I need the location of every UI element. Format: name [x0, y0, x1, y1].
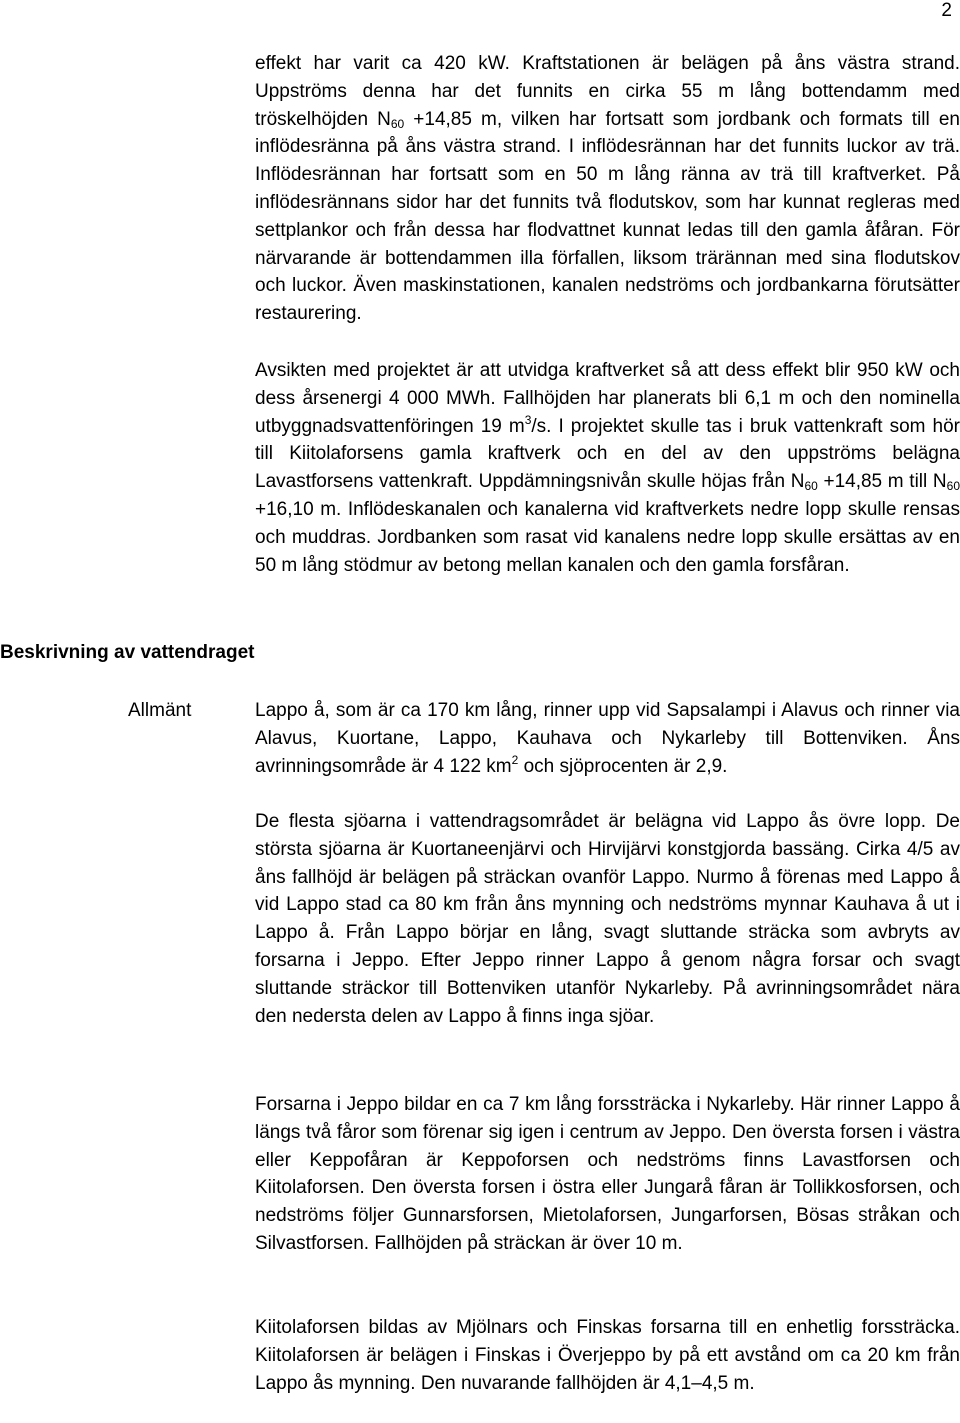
subscript: 60: [390, 116, 405, 131]
superscript: 3: [524, 412, 532, 427]
paragraph-text: effekt har varit ca 420 kW. Kraftstationen är belägen på åns västra strand. Uppströms denna har det funnits en cirka 55 m lång bottendamm med tröskelhöjden N: [255, 53, 960, 130]
paragraph-kiitolaforsen: Kiitolaforsen bildas av Mjölnars och Finskas forsarna till en enhetlig forssträcka. Kiitolaforsen är belägen i Finskas i Överjeppo by på ett avstånd om ca 20 km från Lappo ås mynning. Den nuvarande fallhöjden är 4,1–4,5 m.: [255, 1317, 960, 1394]
paragraph-text: Lappo å, som är ca 170 km lång, rinner upp vid Sapsalampi i Alavus och rinner via Alavus, Kuortane, Lappo, Kauhava och Nykarleby till Bottenviken. Åns avrinningsområde är 4 122 km: [255, 700, 960, 777]
paragraph-project-plan: [255, 357, 960, 579]
paragraph-text: och sjöprocenten är 2,9.: [518, 755, 728, 777]
subscript: 60: [804, 479, 818, 494]
paragraph-jeppo-rapids: Forsarna i Jeppo bildar en ca 7 km lång forssträcka i Nykarleby. Här rinner Lappo å längs två fåror som förenar sig igen i centrum av Jeppo. Den översta forsen i västra eller Keppofåran är Keppoforsen och nedströms finns Lavastforsen och Kiitolaforsen. Den översta forsen i östra eller Jungarå fåran är Tollikkosforsen, och nedströms följer Gunnarsforsen, Mietolaforsen, Jungarforsen, Bösas stråkan och Silvastforsen. Fallhöjden på sträckan är över 10 m.: [255, 1094, 960, 1254]
section-sub-label: Allmänt: [128, 700, 192, 721]
paragraph-text: +16,10 m. Inflödeskanalen och kanalerna vid kraftverkets nedre lopp skulle rensas och muddras. Jordbanken som rasat vid kanalens nedre lopp skulle ersättas av en 50 m lång stödmur av betong mellan kanalen och den gamla forsfåran.: [255, 498, 960, 576]
section-heading: Beskrivning av vattendraget: [0, 642, 255, 663]
paragraph-text: +14,85 m, vilken har fortsatt som jordbank och formats till en inflödesränna på åns västra strand. I inflödesrännan har det funnits luckor av trä. Inflödesrännan har fortsatt som en 50 m lång ränna av trä till kraftverket. På inflödesrännans sidor har det funnits två flodutskov, som har kunnat regleras med settplankor och från dessa har flodvattnet kunnat ledas till den gamla åfåran. För närvarande är bottendammen illa förfallen, liksom trärännan med sina flodutskov och luckor. Även maskinstationen, kanalen nedströms och jordbankarna förutsätter restaurering.: [255, 108, 960, 325]
page-number: 2: [941, 0, 952, 21]
paragraph-text: Avsikten med projektet är att utvidga kraftverket så att dess effekt blir 950 kW och dess årsenergi 4 000 MWh. Fallhöjden har planerats bli 6,1 m och den nominella utbyggnadsvattenföringen 19 m: [255, 360, 960, 437]
subscript: 60: [946, 479, 960, 494]
superscript: 2: [511, 752, 519, 767]
paragraph-river-overview: [255, 697, 960, 780]
paragraph-text: +14,85 m till N: [817, 471, 947, 493]
paragraph-lakes: De flesta sjöarna i vattendragsområdet är belägna vid Lappo ås övre lopp. De största sjöarna är Kuortaneenjärvi och Hirvijärvi konstgjorda bassäng. Cirka 4/5 av åns fallhöjd är belägen på sträckan ovanför Lappo. Nurmo å förenas med Lappo å vid Lappo stad ca 80 km från åns mynning och nedströms mynnar Kauhava å ut i Lappo å. Från Lappo börjar en lång, svagt sluttande sträcka som avbryts av forsarna i Jeppo. Efter Jeppo rinner Lappo å genom några forsar och svagt sluttande sträckor till Bottenviken utanför Nykarleby. På avrinningsområdet nära den nedersta delen av Lappo å finns inga sjöar.: [255, 811, 960, 1027]
paragraph-text: /s. I projektet skulle tas i bruk vattenkraft som hör till Kiitolaforsens gamla kraftverk och en del av den uppströms belägna Lavastforsens vattenkraft. Uppdämningsnivån skulle höjas från N: [255, 415, 960, 493]
paragraph-power-station-history: [255, 50, 960, 328]
